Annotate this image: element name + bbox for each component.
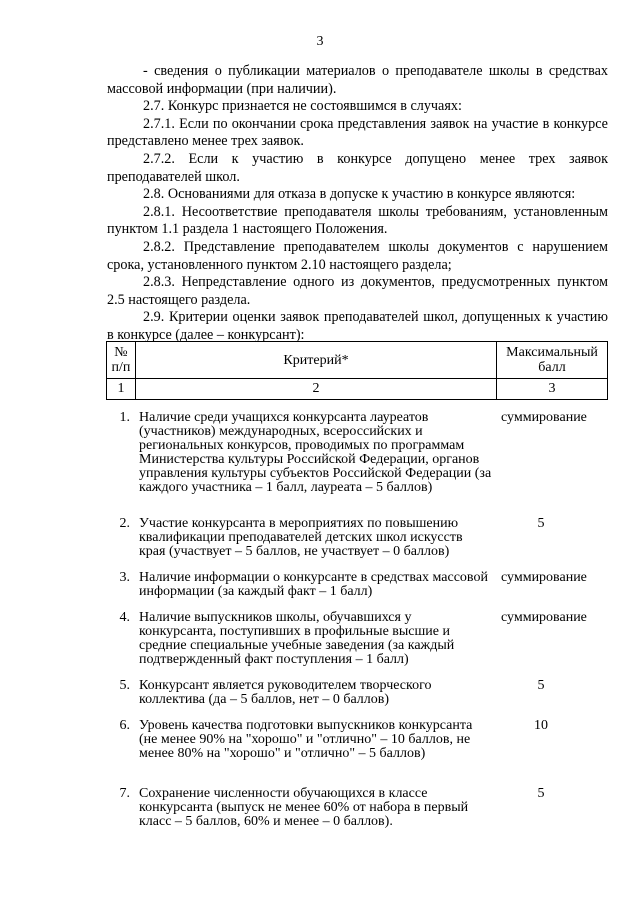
row-criterion: Наличие среди учащихся конкурсанта лауреатов (участников) международных, всероссийских и региональных конкурсов, проводимых по программам Министерства культуры Российской Федерации, органов управления культуры субъектов Российской Федерации (за каждого участника – 1 балл, лауреата – 5 баллов) bbox=[139, 410, 492, 495]
page-number: 3 bbox=[316, 34, 324, 49]
row-number: 2. bbox=[119, 516, 130, 531]
header-criterion: Критерий* bbox=[135, 342, 496, 379]
row-number: 7. bbox=[119, 786, 130, 801]
row-number: 5. bbox=[119, 678, 130, 693]
header-max-score: Максимальный балл bbox=[497, 342, 608, 379]
row-score: 5 bbox=[537, 786, 545, 801]
header-num: № п/п bbox=[107, 342, 136, 379]
row-criterion: Сохранение численности обучающихся в классе конкурсанта (выпуск не менее 60% от набора в первый класс – 5 баллов, 60% и менее – 0 баллов). bbox=[139, 786, 469, 829]
row-number: 6. bbox=[119, 718, 130, 733]
row-score: 10 bbox=[534, 718, 548, 733]
row-score: суммирование bbox=[501, 570, 587, 585]
column-number: 1 bbox=[107, 379, 136, 400]
row-criterion: Конкурсант является руководителем творческого коллектива (да – 5 баллов, нет – 0 баллов) bbox=[139, 678, 432, 707]
paragraph-2-8-1: 2.8.1. Несоответствие преподавателя школы требованиям, установленным пунктом 1.1 раздела 1 настоящего Положения. bbox=[107, 203, 608, 238]
paragraph-2-7-2: 2.7.2. Если к участию в конкурсе допущено менее трех заявок преподавателей школ. bbox=[107, 150, 608, 185]
paragraph-2-9: 2.9. Критерии оценки заявок преподавателей школ, допущенных к участию в конкурсе (далее – конкурсант): bbox=[107, 309, 608, 343]
row-criterion: Наличие информации о конкурсанте в средствах массовой информации (за каждый факт – 1 балл) bbox=[139, 570, 488, 599]
paragraph-2-8-2: 2.8.2. Представление преподавателем школы документов с нарушением срока, установленного пунктом 2.10 настоящего раздела; bbox=[107, 238, 608, 273]
row-criterion: Наличие выпускников школы, обучавшихся у конкурсанта, поступивших в профильные высшие и средние специальные учебные заведения (за каждый подтвержденный факт поступления – 1 балл) bbox=[139, 610, 455, 667]
column-number: 3 bbox=[497, 379, 608, 400]
column-number: 2 bbox=[135, 379, 496, 400]
row-number: 3. bbox=[119, 570, 130, 585]
row-score: суммирование bbox=[501, 610, 587, 625]
row-score: суммирование bbox=[501, 410, 587, 425]
paragraph-2-8-3: 2.8.3. Непредставление одного из документов, предусмотренных пунктом 2.5 настоящего раздела. bbox=[107, 274, 608, 308]
paragraph-2-7: 2.7. Конкурс признается не состоявшимся в случаях: bbox=[143, 98, 462, 115]
paragraph-media-info: - сведения о публикации материалов о преподавателе школы в средствах массовой информации (при наличии). bbox=[107, 63, 608, 97]
row-criterion: Уровень качества подготовки выпускников конкурсанта (не менее 90% на "хорошо" и "отлично" – 10 баллов, не менее 80% на "хорошо" и "отлично" – 5 баллов) bbox=[139, 718, 473, 761]
row-criterion: Участие конкурсанта в мероприятиях по повышению квалификации преподавателей детских школ искусств края (участвует – 5 баллов, не участвует – 0 баллов) bbox=[139, 516, 463, 559]
criteria-list bbox=[106, 0, 608, 905]
paragraph-2-8: 2.8. Основаниями для отказа в допуске к участию в конкурсе являются: bbox=[143, 186, 576, 203]
row-number: 4. bbox=[119, 610, 130, 625]
paragraph-2-7-1: 2.7.1. Если по окончании срока представления заявок на участие в конкурсе представлено менее трех заявок. bbox=[107, 115, 608, 150]
row-score: 5 bbox=[537, 678, 545, 693]
row-score: 5 bbox=[537, 516, 545, 531]
row-number: 1. bbox=[119, 410, 130, 425]
